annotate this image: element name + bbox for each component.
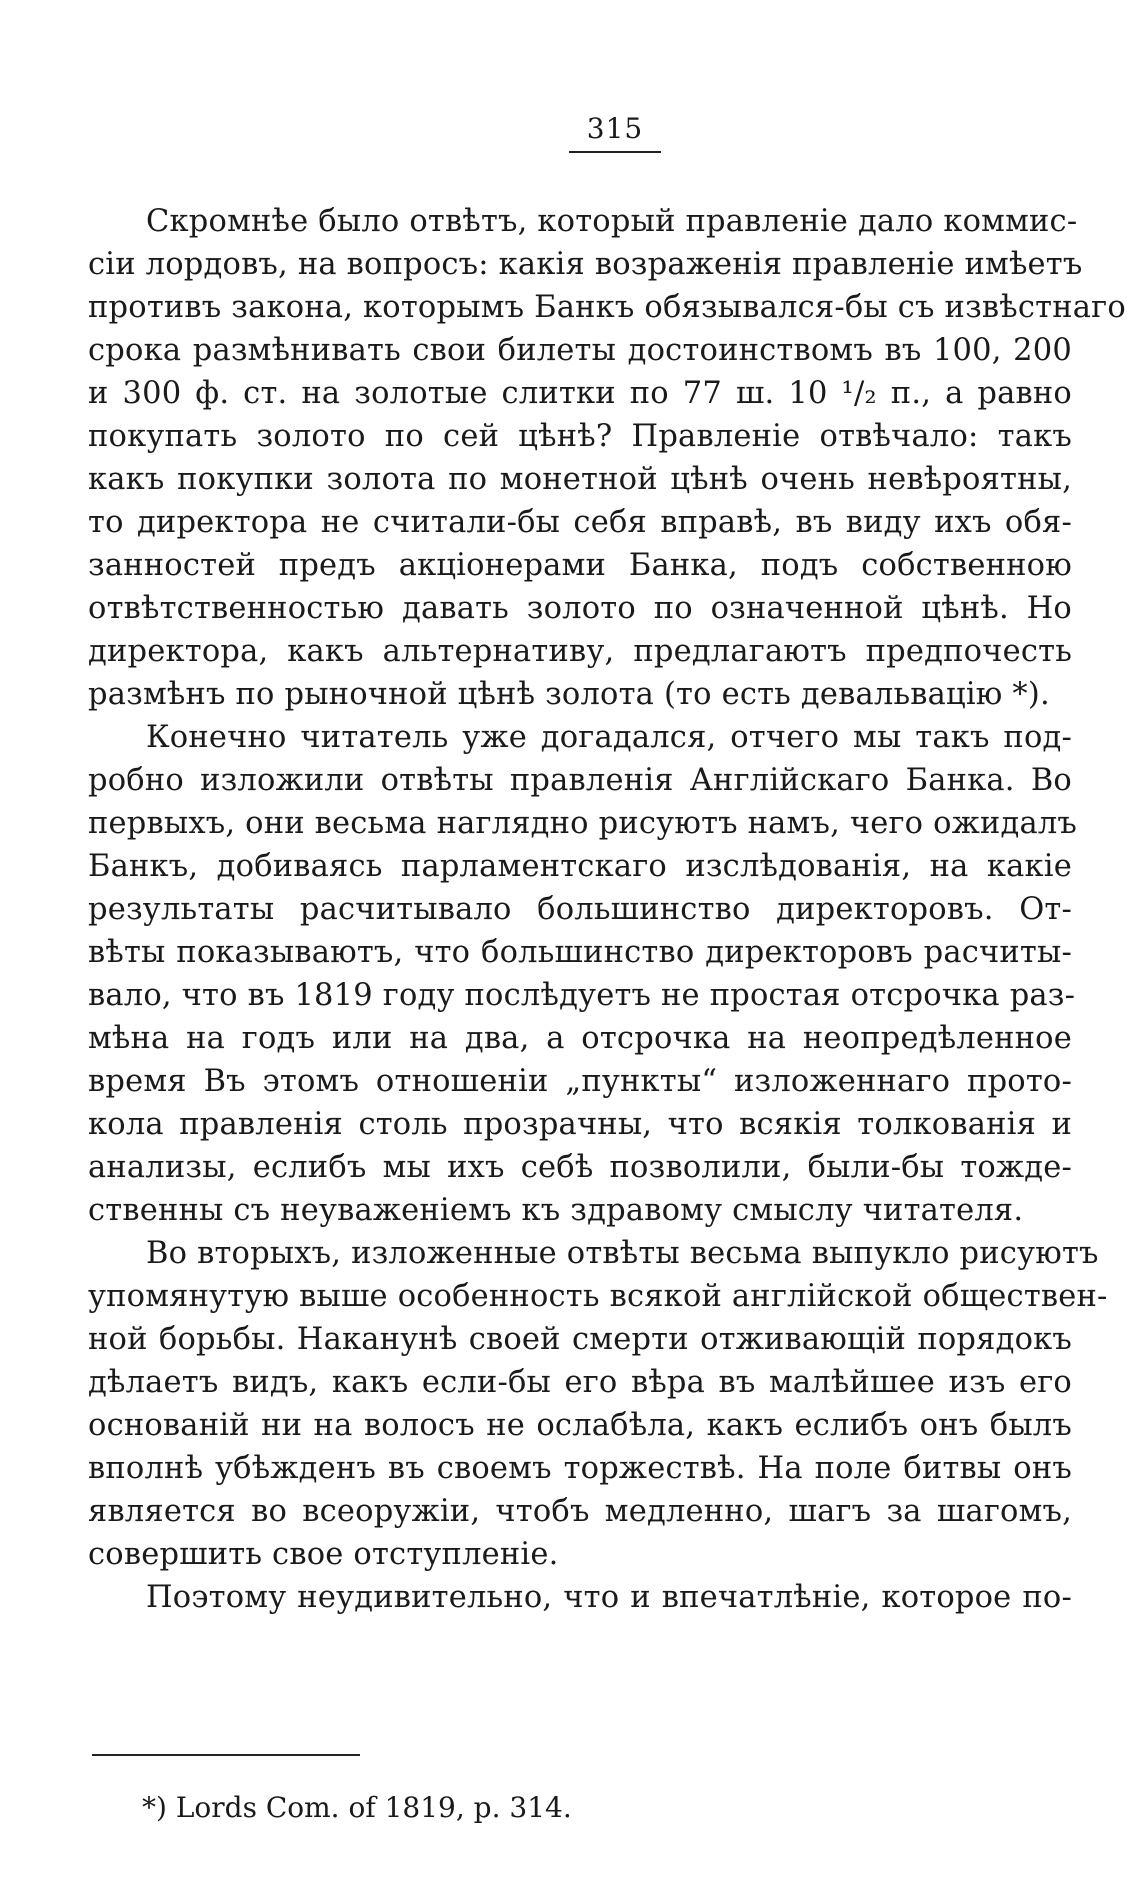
text-line: время Въ этомъ отношеніи „пункты“ изложеннаго прото-: [88, 1064, 1072, 1099]
paragraph: [88, 716, 1078, 1232]
text-line: ной борьбы. Наканунѣ своей смерти отживающій порядокъ: [88, 1322, 1072, 1357]
paragraph: [88, 1232, 1108, 1576]
footnote: *) Lords Com. of 1819, p. 314.: [142, 1791, 572, 1824]
text-line: срока размѣнивать свои билеты достоинствомъ въ 100, 200: [88, 333, 1072, 368]
text-line: размѣнъ по рыночной цѣнѣ золота (то есть девальвацію *).: [88, 677, 1050, 712]
footnote-divider: [92, 1754, 360, 1756]
text-line: результаты расчитывало большинство директоровъ. От-: [88, 892, 1072, 927]
text-line: и 300 ф. ст. на золотые слитки по 77 ш. 10 ¹/₂ п., а равно: [88, 376, 1072, 411]
text-line: Во вторыхъ, изложенные отвѣты весьма выпукло рисуютъ: [146, 1236, 1099, 1271]
book-page: [88, 0, 1126, 1881]
text-line: покупать золото по сей цѣнѣ? Правленіе отвѣчало: такъ: [88, 419, 1072, 454]
page-number: 315: [569, 112, 661, 153]
text-line: ственны съ неуваженіемъ къ здравому смыслу читателя.: [88, 1193, 1024, 1228]
text-line: Конечно читатель уже догадался, отчего мы такъ под-: [146, 720, 1072, 755]
text-line: основаній ни на волосъ не ослабѣла, какъ еслибъ онъ былъ: [88, 1408, 1072, 1443]
text-line: противъ закона, которымъ Банкъ обязывался-бы съ извѣстнаго: [88, 290, 1126, 325]
page-header: [88, 112, 1072, 153]
text-line: робно изложили отвѣты правленія Англійскаго Банка. Во: [88, 763, 1072, 798]
text-line: занностей предъ акціонерами Банка, подъ собственною: [88, 548, 1072, 583]
text-line: мѣна на годъ или на два, а отсрочка на неопредѣленное: [88, 1021, 1072, 1056]
text-line: первыхъ, они весьма наглядно рисуютъ намъ, чего ожидалъ: [88, 806, 1078, 841]
text-line: упомянутую выше особенность всякой англійской обществен-: [88, 1279, 1108, 1314]
text-line: какъ покупки золота по монетной цѣнѣ очень невѣроятны,: [88, 462, 1072, 497]
text-line: директора, какъ альтернативу, предлагаютъ предпочесть: [88, 634, 1072, 669]
paragraph: [88, 200, 1126, 716]
text-line: дѣлаетъ видъ, какъ если-бы его вѣра въ малѣйшее изъ его: [88, 1365, 1072, 1400]
text-line: анализы, еслибъ мы ихъ себѣ позволили, были-бы тожде-: [88, 1150, 1072, 1185]
text-line: сіи лордовъ, на вопросъ: какія возраженія правленіе имѣетъ: [88, 247, 1083, 282]
paragraph: [88, 1576, 1072, 1619]
text-line: вало, что въ 1819 году послѣдуетъ не простая отсрочка раз-: [88, 978, 1076, 1013]
text-line: является во всеоружіи, чтобъ медленно, шагъ за шагомъ,: [88, 1494, 1072, 1529]
text-line: Скромнѣе было отвѣтъ, который правленіе дало коммис-: [146, 204, 1078, 239]
text-line: кола правленія столь прозрачны, что всякія толкованія и: [88, 1107, 1072, 1142]
text-line: Банкъ, добиваясь парламентскаго изслѣдованія, на какіе: [88, 849, 1072, 884]
text-line: совершить свое отступленіе.: [88, 1537, 559, 1572]
text-line: отвѣтственностью давать золото по означенной цѣнѣ. Но: [88, 591, 1072, 626]
body-text: [88, 200, 1126, 1619]
text-line: то директора не считали-бы себя вправѣ, въ виду ихъ обя-: [88, 505, 1072, 540]
text-line: Поэтому неудивительно, что и впечатлѣніе, которое по-: [146, 1580, 1072, 1615]
text-line: вполнѣ убѣжденъ въ своемъ торжествѣ. На поле битвы онъ: [88, 1451, 1072, 1486]
text-line: вѣты показываютъ, что большинство директоровъ расчиты-: [88, 935, 1072, 970]
